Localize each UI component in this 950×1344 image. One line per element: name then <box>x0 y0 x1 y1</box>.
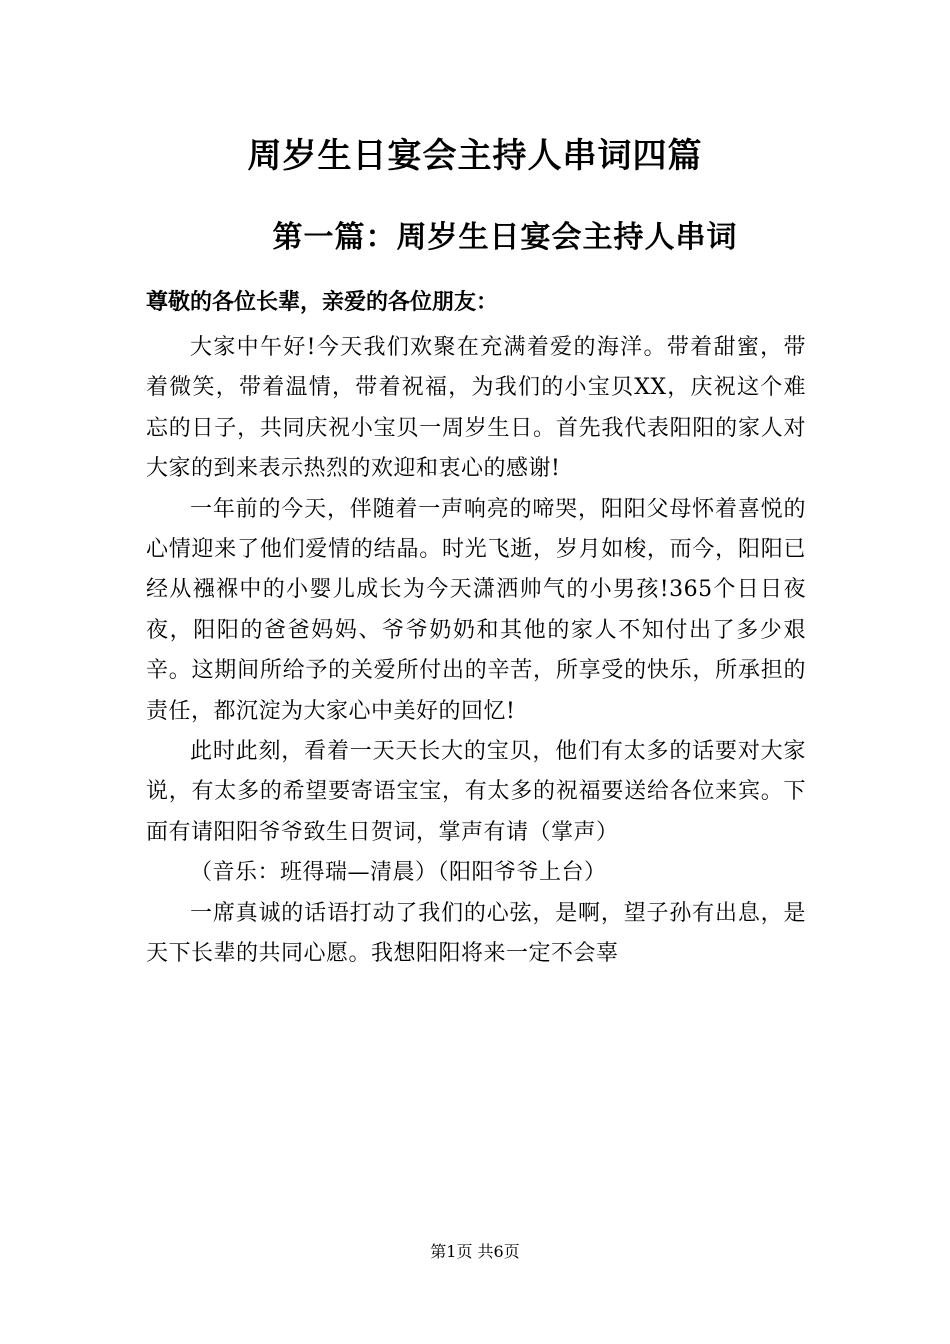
stage-direction: （音乐：班得瑞—清晨）（阳阳爷爷上台） <box>190 860 607 886</box>
page-indicator: 第1页 共6页 <box>430 1242 520 1261</box>
paragraph: 一年前的今天，伴随着一声响亮的啼哭，阳阳父母怀着喜悦的心情迎来了他们爱情的结晶。时光飞逝，岁月如梭，而今，阳阳已经从襁褓中的小婴儿成长为今天潇洒帅气的小男孩!365个日日夜夜，阳阳的爸爸妈妈、爷爷奶奶和其他的家人不知付出了多少艰辛。这期间所给予的关爱所付出的辛苦，所享受的快乐，所承担的责任，都沉淀为大家心中美好的回忆! <box>146 496 806 724</box>
paragraph: 此时此刻，看着一天天长大的宝贝，他们有太多的话要对大家说，有太多的希望要寄语宝宝，有太多的祝福要送给各位来宾。下面有请阳阳爷爷致生日贺词，掌声有请（掌声） <box>146 739 806 845</box>
paragraph: 大家中午好!今天我们欢聚在充满着爱的海洋。带着甜蜜，带着微笑，带着温情，带着祝福，为我们的小宝贝XX，庆祝这个难忘的日子，共同庆祝小宝贝一周岁生日。首先我代表阳阳的家人对大家的到来表示热烈的欢迎和衷心的感谢! <box>146 335 806 482</box>
paragraph: 一席真诚的话语打动了我们的心弦，是啊，望子孙有出息，是天下长辈的共同心愿。我想阳阳将来一定不会辜 <box>146 900 806 967</box>
section-title: 第一篇：周岁生日宴会主持人串词 <box>272 220 738 255</box>
salutation: 尊敬的各位长辈，亲爱的各位朋友： <box>146 289 499 315</box>
document-body <box>146 328 806 975</box>
document-title: 周岁生日宴会主持人串词四篇 <box>247 136 703 176</box>
